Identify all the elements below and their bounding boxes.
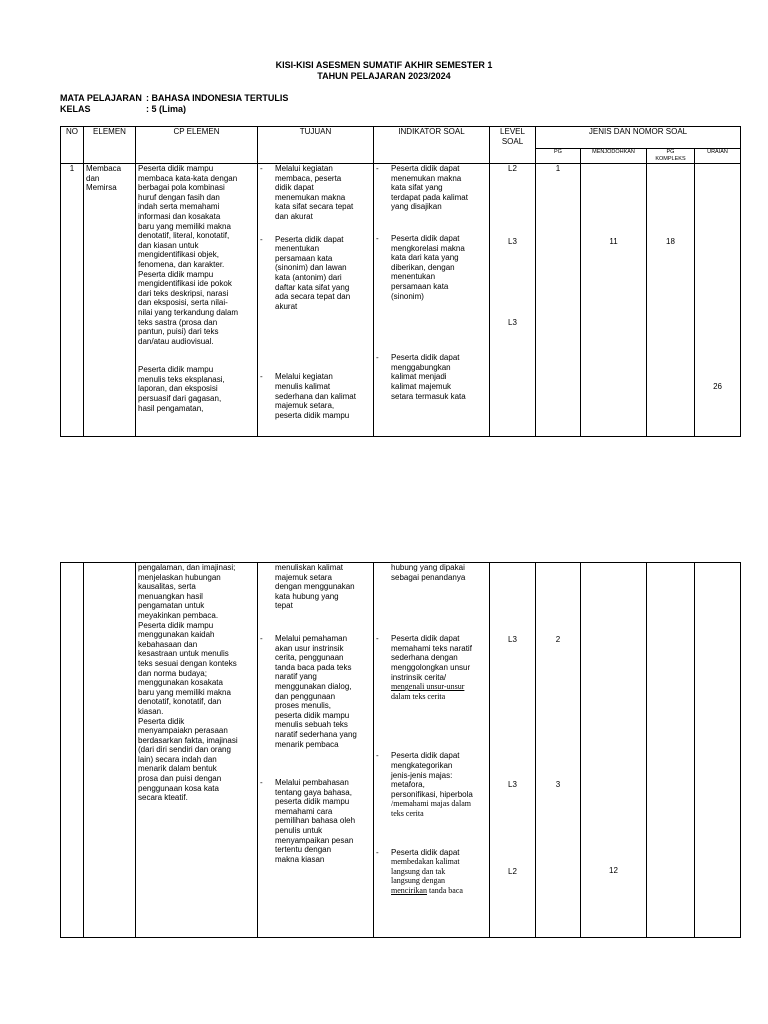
tujuan-line: menemukan makna <box>275 192 346 202</box>
tujuan-line: kata hubung yang <box>275 591 339 601</box>
pg-kompleks-line2: KOMPLEKS <box>655 156 686 162</box>
level-cell <box>490 563 536 938</box>
cp-line: menuangkan hasil <box>138 591 203 601</box>
col-header-jenis: JENIS DAN NOMOR SOAL <box>536 127 741 149</box>
cp-line: penggunaan kosa kata <box>138 783 219 793</box>
tujuan-line: akan usur instrinsik <box>275 643 344 653</box>
indikator-cell <box>374 563 490 938</box>
cp-line: kausalitas, serta <box>138 582 196 592</box>
tujuan-line: dan penggunaan <box>275 691 336 701</box>
pg-kompleks-value: 18 <box>666 237 675 246</box>
indikator-line: mengkategorikan <box>391 760 453 770</box>
tujuan-line: kata sifat secara tepat <box>275 202 354 212</box>
indikator-item-1 <box>376 164 487 212</box>
cp-paragraph-continued <box>138 563 255 803</box>
indikator-line: kata sifat yang <box>391 183 443 193</box>
menjodohkan-value: 11 <box>609 237 618 246</box>
cp-line: membaca kata-kata dengan <box>138 173 238 183</box>
subheader-pg: PG <box>536 149 581 164</box>
pg-value: 2 <box>555 635 561 644</box>
tujuan-line: menulis kalimat <box>275 381 331 391</box>
menjodohkan-cell <box>581 563 647 938</box>
elemen-line: dan <box>86 173 100 183</box>
tujuan-item-continued <box>260 563 371 611</box>
uraian-cell <box>695 563 741 938</box>
cp-line: prosa dan puisi dengan <box>138 774 222 784</box>
level-value: L3 <box>508 635 517 644</box>
table-row <box>61 164 741 437</box>
tujuan-line: akurat <box>275 301 298 311</box>
indikator-cell <box>374 164 490 437</box>
cp-line: dan kiasan untuk <box>138 240 199 250</box>
indikator-line: instrinsik cerita/ <box>391 672 447 682</box>
col-header-elemen: ELEMEN <box>84 127 136 164</box>
pg-kompleks-cell <box>647 164 695 437</box>
subheader-menjodohkan: MENJODOHKAN <box>581 149 647 164</box>
cp-line: lain) secara indah dan <box>138 754 217 764</box>
indikator-line: langsung dan tak <box>391 866 446 876</box>
tujuan-line: membaca, peserta <box>275 173 342 183</box>
level-value: L3 <box>508 236 517 246</box>
cp-line: dan/atau audiovisual. <box>138 336 214 346</box>
cp-line: berbagai pola kombinasi <box>138 183 225 193</box>
indikator-line: mengkorelasi makna <box>391 243 465 253</box>
bullet-dash: - <box>376 233 379 243</box>
indikator-line: Peserta didik dapat <box>391 751 460 761</box>
cp-line: denotatif, literal, konotatif, <box>138 231 230 241</box>
indikator-line: Peserta didik dapat <box>391 634 460 644</box>
elemen-cell <box>84 164 136 437</box>
cp-elemen-cell <box>136 563 258 938</box>
tujuan-line: naratif sederhana yang <box>275 729 357 739</box>
tujuan-line: Melalui kegiatan <box>275 372 333 382</box>
cp-line: Peserta didik mampu <box>138 269 214 279</box>
tujuan-line: cerita, penggunaan <box>275 653 344 663</box>
cp-line: menulis teks eksplanasi, <box>138 374 225 384</box>
cp-line: Peserta didik mampu <box>138 365 214 375</box>
indikator-line: terdapat pada kalimat <box>391 192 468 202</box>
cp-line: dan norma budaya; <box>138 668 207 678</box>
cp-line: pengalaman, dan imajinasi; <box>138 563 236 572</box>
bullet-dash: - <box>260 164 263 173</box>
cp-paragraph-1 <box>138 164 255 346</box>
tujuan-line: menuliskan kalimat <box>275 563 344 572</box>
pg-value: 3 <box>555 779 561 789</box>
subject-value: : BAHASA INDONESIA TERTULIS <box>146 93 289 103</box>
cp-line: berdasarkan fakta, imajinasi <box>138 735 238 745</box>
cp-line: menjelaskan hubungan <box>138 572 221 582</box>
cp-line: dan eksposisi, serta nilai- <box>138 298 228 308</box>
cp-line: fenomena, dan karakter. <box>138 259 225 269</box>
tujuan-line: tanda baca pada teks <box>275 662 352 672</box>
bullet-dash: - <box>376 634 379 644</box>
indikator-line: kalimat menjadi <box>391 372 447 382</box>
level-value: L2 <box>508 164 517 173</box>
cp-line: kebahasaan dan <box>138 639 198 649</box>
tujuan-line: majemuk setara <box>275 572 332 582</box>
row-number: 1 <box>61 164 84 437</box>
bullet-dash: - <box>260 778 263 788</box>
cp-line: menggunakan kaidah <box>138 630 215 640</box>
tujuan-item-3 <box>260 778 371 864</box>
cp-line: Peserta didik mampu <box>138 620 214 630</box>
tujuan-line: Melalui kegiatan <box>275 164 333 173</box>
indikator-line: membedakan kalimat <box>391 857 460 867</box>
tujuan-line: (sinonim) dan lawan <box>275 263 347 273</box>
tujuan-item-1 <box>260 164 371 222</box>
cp-line: (dari diri sendiri dan orang <box>138 745 231 755</box>
level-header-line1: LEVEL <box>500 127 525 136</box>
tujuan-line: proses menulis, <box>275 701 332 711</box>
cp-line: meyakinkan pembaca. <box>138 610 219 620</box>
bullet-dash: - <box>376 847 379 857</box>
bullet-dash: - <box>376 164 379 173</box>
tujuan-line: Peserta didik dapat <box>275 234 344 244</box>
indikator-line: (sinonim) <box>391 291 424 301</box>
indikator-item-2 <box>376 634 487 701</box>
indikator-line: menggolongkan unsur <box>391 662 471 672</box>
indikator-line: sebagai penandanya <box>391 572 466 582</box>
indikator-line: persamaan kata <box>391 281 449 291</box>
tujuan-line: didik dapat <box>275 183 314 193</box>
tujuan-line: daftar kata sifat yang <box>275 282 350 292</box>
cp-line: indah serta memahami <box>138 202 220 212</box>
indikator-line: hubung yang dipakai <box>391 563 465 572</box>
bullet-dash: - <box>260 372 263 382</box>
row-number <box>61 563 84 938</box>
cp-line: secara kteatif. <box>138 793 188 803</box>
bullet-dash: - <box>376 751 379 761</box>
tujuan-line: persamaan kata <box>275 253 333 263</box>
indikator-item-3 <box>376 353 487 401</box>
class-label: KELAS <box>60 104 91 114</box>
cp-line: teks sesuai dengan konteks <box>138 658 237 668</box>
tujuan-line: tepat <box>275 601 293 611</box>
indikator-line: Peserta didik dapat <box>391 847 460 857</box>
subheader-uraian: URAIAN <box>695 149 741 164</box>
indikator-line: kalimat majemuk <box>391 381 452 391</box>
indikator-line: teks cerita <box>391 808 424 818</box>
tujuan-line: majemuk setara, <box>275 401 335 411</box>
indikator-line: yang disajikan <box>391 202 442 212</box>
table-row <box>61 563 741 938</box>
pg-cell <box>536 563 581 938</box>
menjodohkan-cell <box>581 164 647 437</box>
indikator-line: memahami teks naratif <box>391 643 472 653</box>
tujuan-line: makna kiasan <box>275 854 325 864</box>
indikator-line: diberikan, dengan <box>391 262 455 272</box>
subject-label: MATA PELAJARAN <box>60 93 142 103</box>
elemen-line: Memirsa <box>86 183 117 193</box>
indikator-line: dalam teks cerita <box>391 691 446 701</box>
tujuan-line: dengan menggunakan <box>275 582 355 592</box>
tujuan-line: ada secara tepat dan <box>275 292 351 302</box>
tujuan-line: peserta didik mampu <box>275 710 350 720</box>
tujuan-line: Melalui pemahaman <box>275 633 348 643</box>
cp-line: nilai yang terkandung dalam <box>138 307 239 317</box>
tujuan-line: dan akurat <box>275 211 313 221</box>
underlined-word: mencirikan <box>391 885 427 895</box>
col-header-cp: CP ELEMEN <box>136 127 258 164</box>
cp-line: huruf dengan fasih dan <box>138 192 220 202</box>
cp-line: Peserta didik mampu <box>138 164 214 173</box>
pg-value: 1 <box>555 164 561 173</box>
uraian-cell <box>695 164 741 437</box>
cp-line: menyampaiakn perasaan <box>138 726 228 736</box>
document-title: KISI-KISI ASESMEN SUMATIF AKHIR SEMESTER 1 <box>275 60 493 70</box>
tujuan-line: menentukan <box>275 244 320 254</box>
tujuan-line: tentang gaya bahasa, <box>275 787 352 797</box>
indikator-line: personifikasi, hiperbola <box>391 789 473 799</box>
col-header-level <box>490 127 536 164</box>
cp-line: laporan, dan eksposisi <box>138 384 218 394</box>
cp-line: pengamatan untuk <box>138 601 205 611</box>
indikator-line: mencirikan tanda baca <box>391 885 463 895</box>
tujuan-item-2 <box>260 235 371 312</box>
indikator-item-3 <box>376 751 487 818</box>
cp-line: mengidentifikasi objek, <box>138 250 219 260</box>
pg-kompleks-cell <box>647 563 695 938</box>
document-subtitle: TAHUN PELAJARAN 2023/2024 <box>317 71 451 81</box>
elemen-cell <box>84 563 136 938</box>
indikator-line: menggabungkan <box>391 362 451 372</box>
indikator-line: mengenali unsur-unsur <box>391 682 465 692</box>
indikator-line: Peserta didik dapat <box>391 353 460 363</box>
cp-elemen-cell <box>136 164 258 437</box>
indikator-line: kata dari kata yang <box>391 253 459 263</box>
level-header-line2: SOAL <box>501 136 524 146</box>
cp-line: menggunakan kosakata <box>138 678 223 688</box>
pg-cell <box>536 164 581 437</box>
indikator-line: setara termasuk kata <box>391 391 466 401</box>
indikator-line: sederhana dengan <box>391 653 458 663</box>
indikator-line: menentukan <box>391 272 436 282</box>
tujuan-line: sederhana dan kalimat <box>275 391 356 401</box>
bullet-dash: - <box>376 353 379 363</box>
indikator-line: metafora, <box>391 780 425 790</box>
tujuan-line: menarik pembaca <box>275 739 339 749</box>
tujuan-item-2 <box>260 634 371 749</box>
tujuan-line: pemilihan bahasa oleh <box>275 816 356 826</box>
cp-line: hasil pengamatan, <box>138 403 204 413</box>
grid-table-page1 <box>60 126 741 437</box>
col-header-no: NO <box>61 127 84 164</box>
tujuan-line: peserta didik mampu <box>275 410 350 420</box>
tujuan-line: tertentu dengan <box>275 845 332 855</box>
class-row <box>60 104 186 114</box>
menjodohkan-value: 12 <box>609 866 618 875</box>
indikator-line: Peserta didik dapat <box>391 164 460 173</box>
indikator-line: menemukan makna <box>391 173 462 183</box>
subject-row <box>60 93 288 103</box>
tujuan-line: menyampaikan pesan <box>275 835 354 845</box>
indikator-line: /memahami majas dalam <box>391 799 471 809</box>
cp-line: baru yang memiliki makna <box>138 687 231 697</box>
elemen-line: Membaca <box>86 164 122 173</box>
cp-line: denotatif, konotatif, dan <box>138 697 222 707</box>
tujuan-line: kata (antonim) dari <box>275 272 342 282</box>
tujuan-line: Melalui pembahasan <box>275 778 349 788</box>
cp-paragraph-2 <box>138 365 255 413</box>
bullet-dash: - <box>260 633 263 643</box>
level-value: L3 <box>508 318 517 328</box>
cp-line: menarik dalam bentuk <box>138 764 217 774</box>
tujuan-cell <box>258 563 374 938</box>
tujuan-line: memahami cara <box>275 806 333 816</box>
indikator-line: Peserta didik dapat <box>391 233 460 243</box>
indikator-line: jenis-jenis majas: <box>391 770 453 780</box>
cp-line: dari teks deskripsi, narasi <box>138 288 229 298</box>
cp-line: baru yang memiliki makna <box>138 221 231 231</box>
cp-line: teks sastra (prosa dan <box>138 317 218 327</box>
cp-line: kesastraan untuk menulis <box>138 649 229 659</box>
tujuan-item-3 <box>260 372 371 420</box>
cp-line: mengidentifikasi ide pokok <box>138 279 232 289</box>
grid-table-page2 <box>60 562 741 938</box>
subheader-pg-kompleks <box>647 149 695 164</box>
tujuan-line: naratif yang <box>275 672 317 682</box>
indikator-item-continued <box>376 563 487 582</box>
indikator-item-2 <box>376 234 487 301</box>
indikator-item-4 <box>376 848 487 896</box>
cp-line: informasi dan kosakata <box>138 211 221 221</box>
tujuan-line: peserta didik mampu <box>275 797 350 807</box>
cp-line: kiasan. <box>138 706 164 716</box>
cp-line: Peserta didik <box>138 716 185 726</box>
tujuan-line: penulis untuk <box>275 826 323 836</box>
uraian-value: 26 <box>713 382 722 391</box>
tujuan-cell <box>258 164 374 437</box>
tujuan-line: menulis sebuah teks <box>275 720 348 730</box>
col-header-tujuan: TUJUAN <box>258 127 374 164</box>
pg-kompleks-line1: PG <box>666 149 675 155</box>
indikator-line: langsung dengan <box>391 876 445 886</box>
col-header-indikator: INDIKATOR SOAL <box>374 127 490 164</box>
class-value: : 5 (Lima) <box>146 104 187 114</box>
level-value: L3 <box>508 779 517 789</box>
bullet-dash: - <box>260 234 263 244</box>
cp-line: pantun, puisi) dari teks <box>138 327 219 337</box>
level-cell <box>490 164 536 437</box>
cp-line: persuasif dari gagasan, <box>138 394 222 404</box>
tujuan-line: menggunakan dialog, <box>275 681 352 691</box>
level-value: L2 <box>508 867 517 877</box>
